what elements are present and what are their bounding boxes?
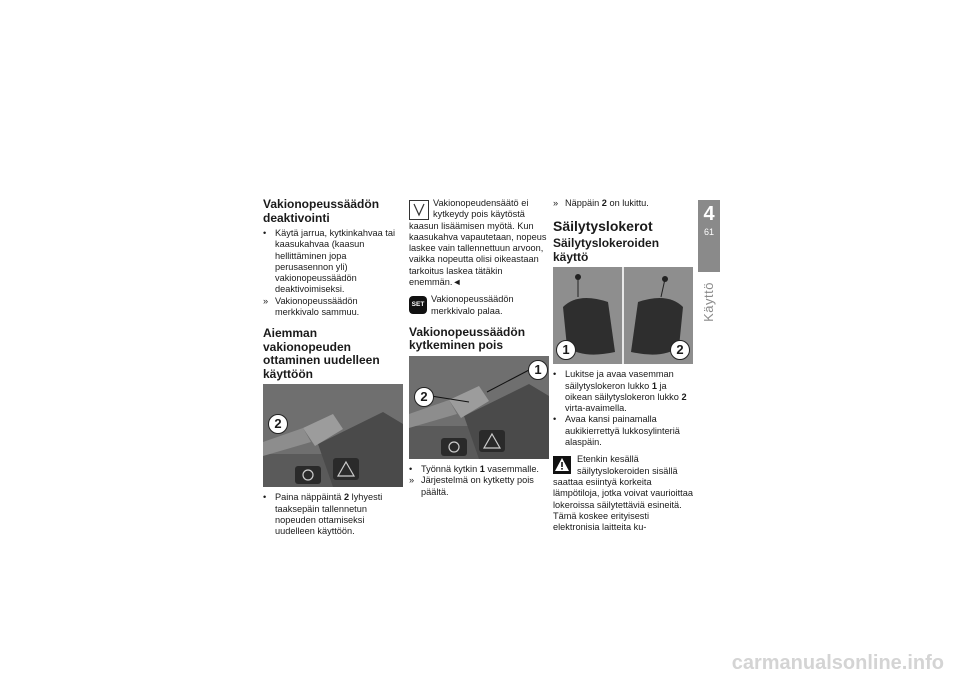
section-label: Käyttö xyxy=(701,282,716,322)
note-text: Vakionopeussäädön merkkivalo palaa. xyxy=(431,294,514,316)
note-pencil-icon xyxy=(409,200,429,220)
result-text: Järjestelmä on kytketty pois päältä. xyxy=(421,475,534,497)
text-part: ja oikean säilytyslokeron lukko xyxy=(565,380,682,402)
page-number: 61 xyxy=(703,227,714,237)
column-3 xyxy=(553,198,693,533)
heading-storage: Säilytyslokerot xyxy=(553,218,653,235)
handlebar-switch-photo xyxy=(409,356,549,459)
text-part: Näppäin xyxy=(565,198,602,208)
bullet-mark: • xyxy=(553,369,557,380)
chapter-tab xyxy=(698,200,720,272)
result-mark: » xyxy=(409,475,415,486)
handlebar-switch-photo xyxy=(263,384,403,487)
list-item xyxy=(553,414,693,448)
heading-switch-off: Vakionopeussäädön kytkeminen pois xyxy=(409,324,526,353)
callout-1: 1 xyxy=(556,340,576,360)
list-item xyxy=(263,228,403,296)
chapter-number: 4 xyxy=(703,203,715,225)
bullet-mark: • xyxy=(553,414,557,425)
set-indicator-icon: SET xyxy=(409,296,427,314)
ref-number: 2 xyxy=(601,198,607,208)
result-text: Vakionopeussäädön merkkivalo sammuu. xyxy=(275,295,360,318)
heading-resume: Aiemman vakionopeuden ottaminen uudelleen käyttöön xyxy=(263,326,380,381)
ref-number: 1 xyxy=(651,380,657,391)
bullet-mark: • xyxy=(263,228,267,238)
bullet-mark: • xyxy=(409,463,413,474)
set-note-block xyxy=(409,294,549,317)
note-text: Vakionopeudensäätö ei kytkeydy pois käytöstä kaasun lisäämisen myötä. Kun kaasukahva vapautetaan, nopeus laskee vain tallennettuun arvoon, vaikka nopeutta olisi oikeastaan tarkoitus laskea tätäkin enemmän. xyxy=(409,198,547,288)
heading-storage-use: Säilytyslokeroiden käyttö xyxy=(553,236,660,264)
callout-1: 1 xyxy=(528,360,548,380)
ref-number: 2 xyxy=(681,391,687,402)
result-mark: » xyxy=(553,198,559,208)
note-block xyxy=(409,198,549,288)
list-item xyxy=(263,296,403,319)
text-part: virta-avaimella. xyxy=(565,403,627,414)
callout-2: 2 xyxy=(414,387,434,407)
list-item xyxy=(263,492,403,537)
result-text xyxy=(565,198,693,209)
heading-deactivation: Vakionopeussäädön deaktivointi xyxy=(263,197,380,225)
text-part: lyhyesti taaksepäin tallennetun nopeuden ottamiseksi uudelleen käyttöön. xyxy=(275,492,383,537)
bullet-text xyxy=(275,492,403,537)
text-part: Paina näppäintä xyxy=(275,492,344,503)
result-mark: » xyxy=(263,295,269,306)
warning-text: Etenkin kesällä säilytyslokeroiden sisällä saattaa esiintyä korkeita lämpötiloja, jotka voivat vaurioittaa lokeroissa säilytettäviä esineitä. Tämä koskee erityisesti elektronisia laitteita ku- xyxy=(553,454,693,533)
text-part: on lukittu. xyxy=(606,198,649,208)
column-2 xyxy=(409,198,549,498)
warning-block xyxy=(553,454,693,533)
list-item xyxy=(409,475,549,498)
end-mark: ◄ xyxy=(452,277,462,288)
text-part: vasemmalle. xyxy=(484,463,539,474)
watermark: carmanualsonline.info xyxy=(731,652,944,674)
bullet-text: Käytä jarrua, kytkinkahvaa tai kaasukahvaa (kaasun hellittäminen jopa perusasennon yli) vakionopeussäädön deaktivoimiseksi. xyxy=(275,228,396,295)
storage-compartments-photo xyxy=(553,267,693,364)
ref-number: 2 xyxy=(343,492,350,503)
text-part: Työnnä kytkin xyxy=(421,463,480,474)
ref-number: 1 xyxy=(479,463,485,474)
callout-2: 2 xyxy=(670,340,690,360)
bullet-text xyxy=(421,464,549,475)
warning-icon xyxy=(553,456,571,474)
column-1 xyxy=(263,198,403,538)
list-item xyxy=(553,198,693,209)
list-item xyxy=(553,369,693,414)
bullet-text: Avaa kansi painamalla aukikierrettyä lukkosylinteriä alaspäin. xyxy=(565,414,680,448)
callout-2: 2 xyxy=(268,414,288,434)
bullet-mark: • xyxy=(263,492,267,503)
bullet-text xyxy=(565,369,693,414)
text-part: Lukitse ja avaa vasemman säilytyslokeron lukko xyxy=(565,369,674,391)
list-item xyxy=(409,464,549,475)
